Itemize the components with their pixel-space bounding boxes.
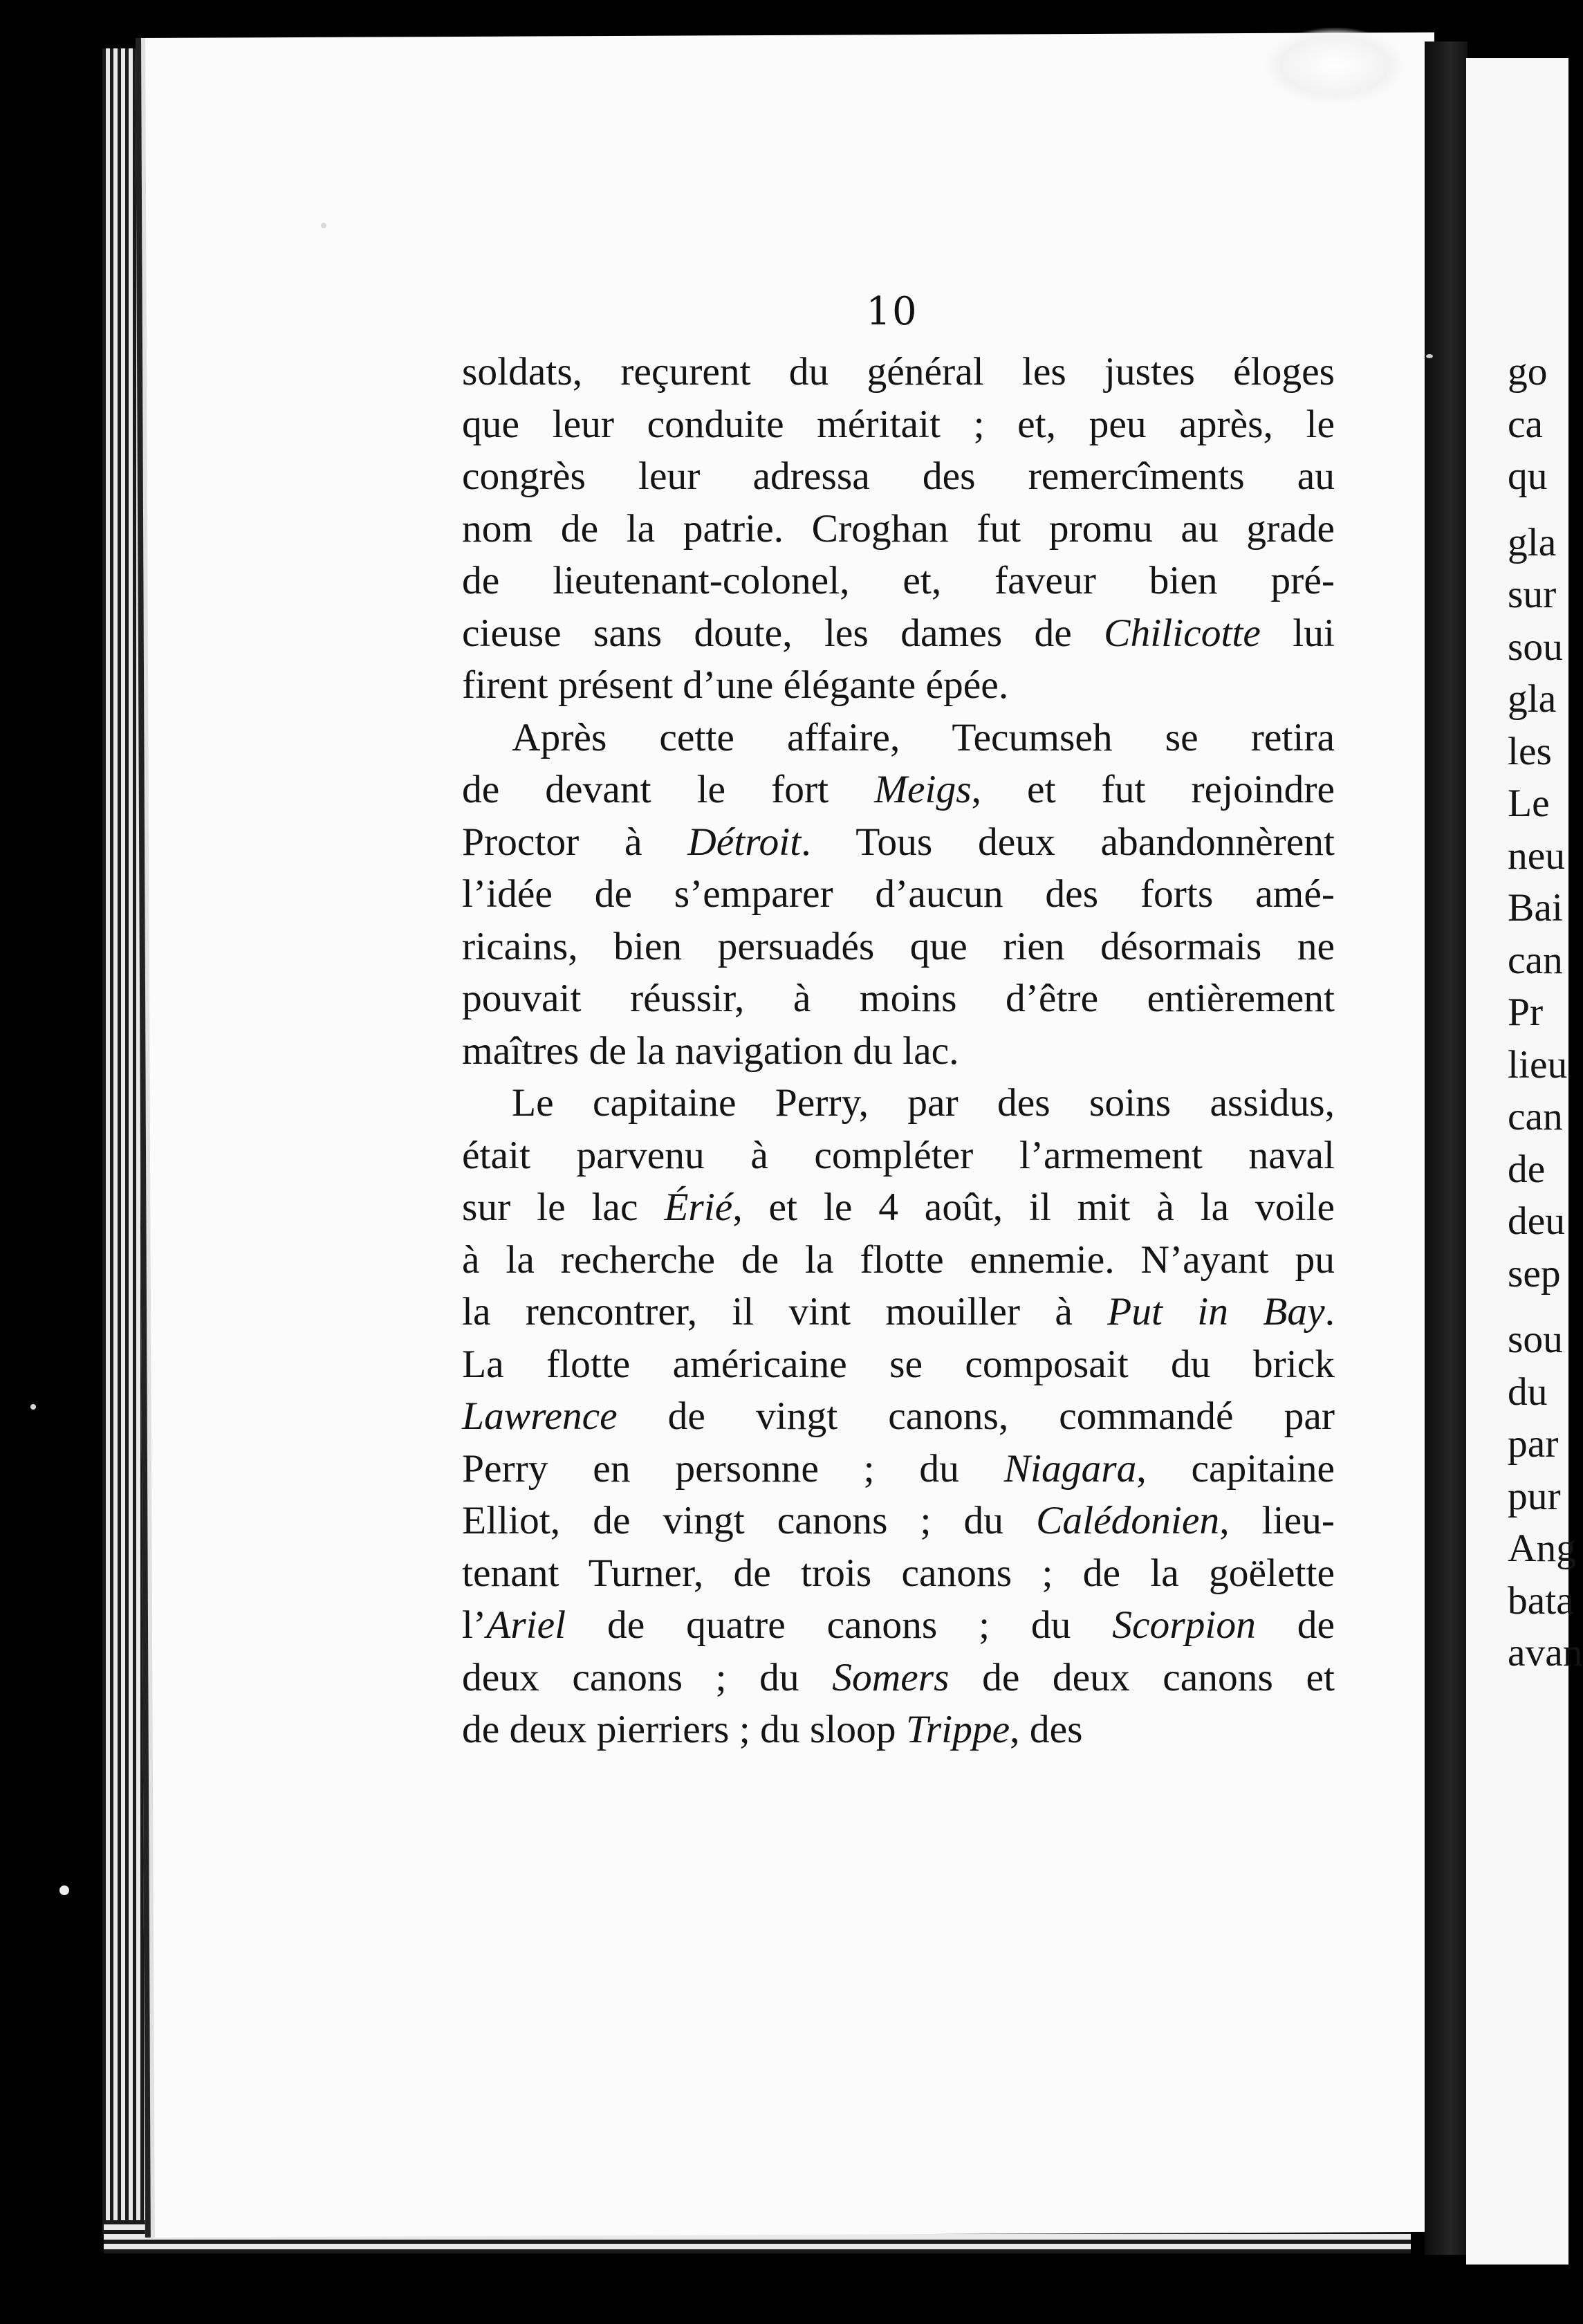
text-run: , et fut rejoindre (971, 768, 1335, 811)
text-run: Perry en personne ; du (462, 1446, 1004, 1491)
text-run: firent présent d’une élégante épée. (462, 663, 1009, 707)
facing-page-fragment: bata (1508, 1578, 1574, 1623)
text-line (462, 555, 1335, 607)
text-line (462, 607, 1335, 660)
facing-page-fragment: sou (1508, 625, 1563, 669)
text-run: soldats, reçurent du général les justes éloges (462, 350, 1335, 394)
italic-proper-noun: Lawrence (462, 1394, 618, 1438)
text-line (462, 1599, 1335, 1652)
text-line (462, 1129, 1335, 1182)
text-line (462, 868, 1335, 921)
text-run: cieuse sans doute, les dames de (462, 611, 1104, 655)
text-line (462, 764, 1335, 816)
text-run: La flotte américaine se composait du brick (462, 1342, 1335, 1386)
text-run: de lieutenant-colonel, et, faveur bien pré- (462, 559, 1335, 602)
text-run: la rencontrer, il vint mouiller à (462, 1290, 1108, 1334)
italic-proper-noun: Chilicotte (1104, 611, 1261, 655)
facing-page-fragment: can (1508, 938, 1563, 982)
text-run: , lieu- (1219, 1499, 1335, 1542)
text-run: de deux pierriers ; du sloop (462, 1708, 906, 1751)
italic-proper-noun: Trippe (905, 1708, 1010, 1751)
text-run: de vingt canons, commandé par (617, 1394, 1335, 1438)
text-run: que leur conduite méritait ; et, peu après, le (462, 402, 1335, 446)
italic-proper-noun: Ariel (486, 1603, 566, 1647)
italic-proper-noun: Niagara (1003, 1446, 1137, 1491)
italic-proper-noun: Détroit (687, 820, 802, 864)
facing-page-fragment: sou (1508, 1318, 1563, 1361)
text-run: de quatre canons ; du (566, 1603, 1113, 1647)
text-line (462, 346, 1335, 398)
facing-page-fragment: can (1508, 1095, 1563, 1138)
facing-page-fragment: lieu (1508, 1042, 1568, 1087)
text-run: de deux canons et (949, 1655, 1335, 1699)
page-number: 10 (866, 289, 918, 334)
facing-page-fragment: Pr (1508, 990, 1544, 1034)
facing-page-fragment: sep (1508, 1251, 1561, 1295)
text-run: de (1255, 1603, 1335, 1647)
italic-proper-noun: Put in Bay (1107, 1290, 1325, 1334)
text-run: congrès leur adressa des remercîments au (462, 454, 1335, 498)
text-line (462, 1286, 1335, 1338)
facing-page-fragment: avan (1508, 1631, 1583, 1675)
dust-speck (59, 1885, 69, 1895)
facing-page-fragment: gla (1508, 520, 1557, 564)
body-text (462, 346, 1335, 1756)
italic-proper-noun: Érié (664, 1186, 733, 1229)
facing-page-fragment: par (1508, 1422, 1559, 1466)
text-run: , capitaine (1136, 1446, 1335, 1491)
facing-page-fragment: Le (1508, 782, 1550, 825)
text-run: Proctor à (462, 820, 688, 864)
italic-proper-noun: Meigs (874, 768, 972, 811)
text-line (462, 816, 1335, 869)
facing-page-fragment (1508, 1300, 1568, 1313)
text-run: lui (1260, 611, 1335, 655)
facing-page-fragment: Bai (1508, 886, 1563, 930)
italic-proper-noun: Scorpion (1112, 1603, 1256, 1647)
text-run: ricains, bien persuadés que rien désormais ne (462, 924, 1335, 968)
text-run: Après cette affaire, Tecumseh se retira (512, 715, 1335, 759)
book-gutter (1425, 42, 1468, 2255)
italic-proper-noun: Calédonien (1036, 1499, 1220, 1542)
text-run: pouvait réussir, à moins d’être entièrement (462, 977, 1335, 1020)
text-line (462, 712, 1335, 764)
text-run: à la recherche de la flotte ennemie. N’ayant pu (462, 1237, 1335, 1282)
facing-page-fragment: sur (1508, 573, 1557, 616)
facing-page-fragment: deu (1508, 1199, 1566, 1243)
text-line (462, 503, 1335, 555)
facing-page-fragment: de (1508, 1147, 1546, 1191)
text-run: nom de la patrie. Croghan fut promu au grade (462, 506, 1335, 551)
facing-page-fragment: gla (1508, 677, 1557, 721)
text-run: deux canons ; du (462, 1655, 833, 1699)
dust-speck (1426, 354, 1433, 358)
dust-speck (30, 1404, 36, 1410)
text-run: l’idée de s’emparer d’aucun des forts amé- (462, 872, 1335, 916)
italic-proper-noun: Somers (832, 1655, 950, 1699)
text-line (462, 398, 1335, 451)
text-run: . (1324, 1290, 1335, 1334)
facing-page-fragment: du (1508, 1370, 1548, 1414)
text-run: , des (1010, 1708, 1083, 1751)
text-run: , et le 4 août, il mit à la voile (732, 1186, 1335, 1229)
facing-page-fragment (1508, 503, 1568, 517)
text-line (462, 1390, 1335, 1443)
text-line (462, 1181, 1335, 1234)
text-line (462, 1652, 1335, 1704)
text-run: Elliot, de vingt canons ; du (462, 1499, 1037, 1542)
text-line (462, 1704, 1335, 1756)
text-run: de devant le fort (462, 768, 875, 811)
text-line (462, 1025, 1335, 1078)
facing-page-fragment: neu (1508, 833, 1566, 878)
text-line (462, 1077, 1335, 1129)
facing-page-fragment: Ang (1508, 1527, 1577, 1570)
facing-page-fragment: go (1508, 350, 1548, 394)
text-run: l’ (462, 1603, 487, 1647)
text-line (462, 1443, 1335, 1495)
text-line (462, 659, 1335, 712)
text-line (462, 1547, 1335, 1600)
facing-page-fragment: les (1508, 729, 1552, 773)
dust-speck (321, 223, 326, 228)
paper-wear-mark (1266, 28, 1404, 104)
text-run: Le capitaine Perry, par des soins assidus, (512, 1081, 1335, 1125)
text-line (462, 1495, 1335, 1547)
facing-page-fragment: qu (1508, 454, 1548, 498)
text-line (462, 972, 1335, 1025)
text-line (462, 450, 1335, 503)
facing-page-fragment: pur (1508, 1474, 1561, 1518)
text-line (462, 921, 1335, 973)
text-run: maîtres de la navigation du lac. (462, 1029, 959, 1073)
text-line (462, 1234, 1335, 1286)
text-run: sur le lac (462, 1186, 665, 1229)
text-line (462, 1338, 1335, 1391)
facing-page-text-fragments (1508, 346, 1583, 1679)
text-run: tenant Turner, de trois canons ; de la goëlette (462, 1551, 1335, 1595)
text-run: était parvenu à compléter l’armement naval (462, 1133, 1335, 1177)
text-run: . Tous deux abandonnèrent (801, 820, 1335, 864)
facing-page-fragment: ca (1508, 402, 1544, 446)
